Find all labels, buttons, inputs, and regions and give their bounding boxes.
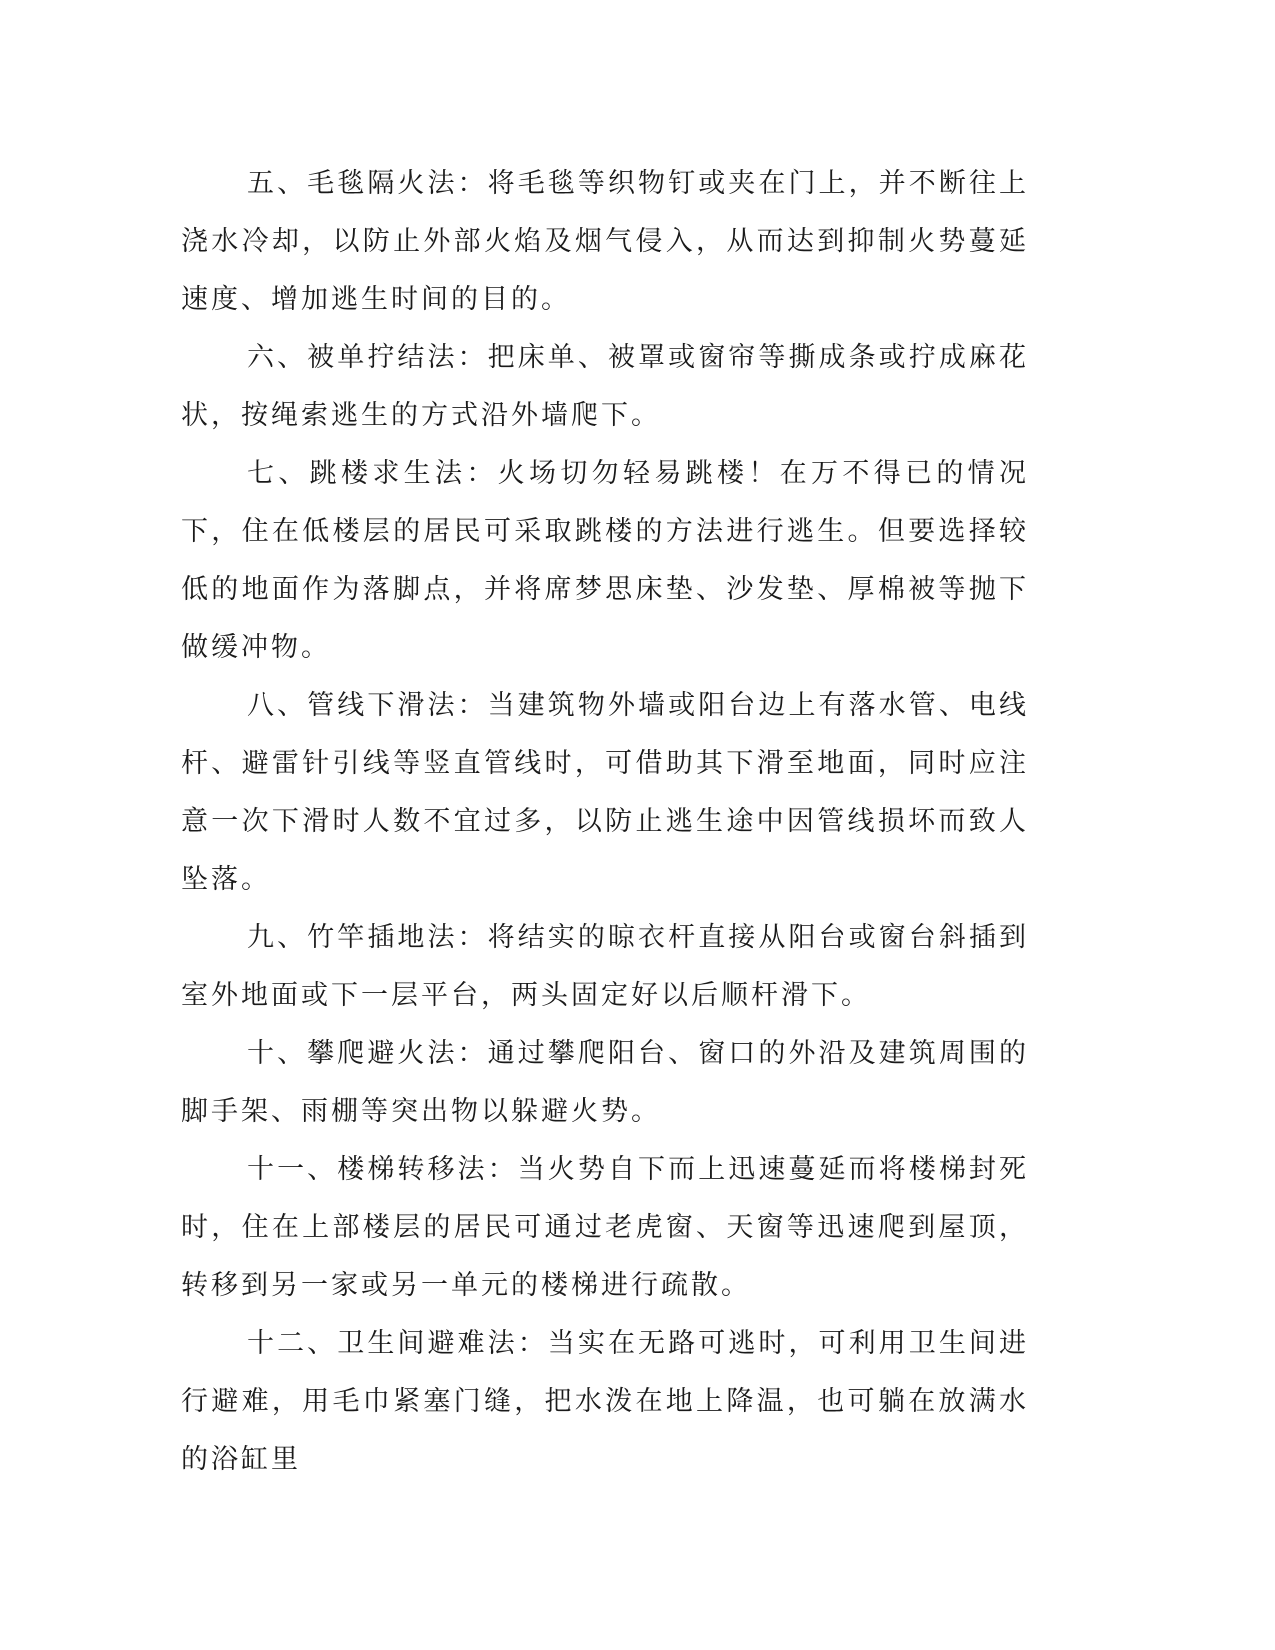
paragraph-stair-transfer: 十一、楼梯转移法：当火势自下而上迅速蔓延而将楼梯封死时，住在上部楼层的居民可通过老虎窗、天窗等迅速爬到屋顶，转移到另一家或另一单元的楼梯进行疏散。	[181, 1154, 1029, 1301]
paragraph-bathroom-refuge: 十二、卫生间避难法：当实在无路可逃时，可利用卫生间进行避难，用毛巾紧塞门缝，把水泼在地上降温，也可躺在放满水的浴缸里	[181, 1328, 1029, 1475]
paragraph-pole-slide: 九、竹竿插地法：将结实的晾衣杆直接从阳台或窗台斜插到室外地面或下一层平台，两头固定好以后顺杆滑下。	[181, 922, 1029, 1011]
paragraph-pipe-slide: 八、管线下滑法：当建筑物外墙或阳台边上有落水管、电线杆、避雷针引线等竖直管线时，可借助其下滑至地面，同时应注意一次下滑时人数不宜过多，以防止逃生途中因管线损坏而致人坠落。	[181, 690, 1029, 895]
document-body	[181, 155, 1029, 1489]
paragraph-blanket-fire-barrier: 五、毛毯隔火法：将毛毯等织物钉或夹在门上，并不断往上浇水冷却，以防止外部火焰及烟气侵入，从而达到抑制火势蔓延速度、增加逃生时间的目的。	[181, 168, 1029, 315]
paragraph-climbing-escape: 十、攀爬避火法：通过攀爬阳台、窗口的外沿及建筑周围的脚手架、雨棚等突出物以躲避火势。	[181, 1038, 1029, 1127]
paragraph-jumping-escape: 七、跳楼求生法：火场切勿轻易跳楼！在万不得已的情况下，住在低楼层的居民可采取跳楼的方法进行逃生。但要选择较低的地面作为落脚点，并将席梦思床垫、沙发垫、厚棉被等抛下做缓冲物。	[181, 458, 1029, 663]
paragraph-sheet-rope: 六、被单拧结法：把床单、被罩或窗帘等撕成条或拧成麻花状，按绳索逃生的方式沿外墙爬下。	[181, 342, 1029, 431]
